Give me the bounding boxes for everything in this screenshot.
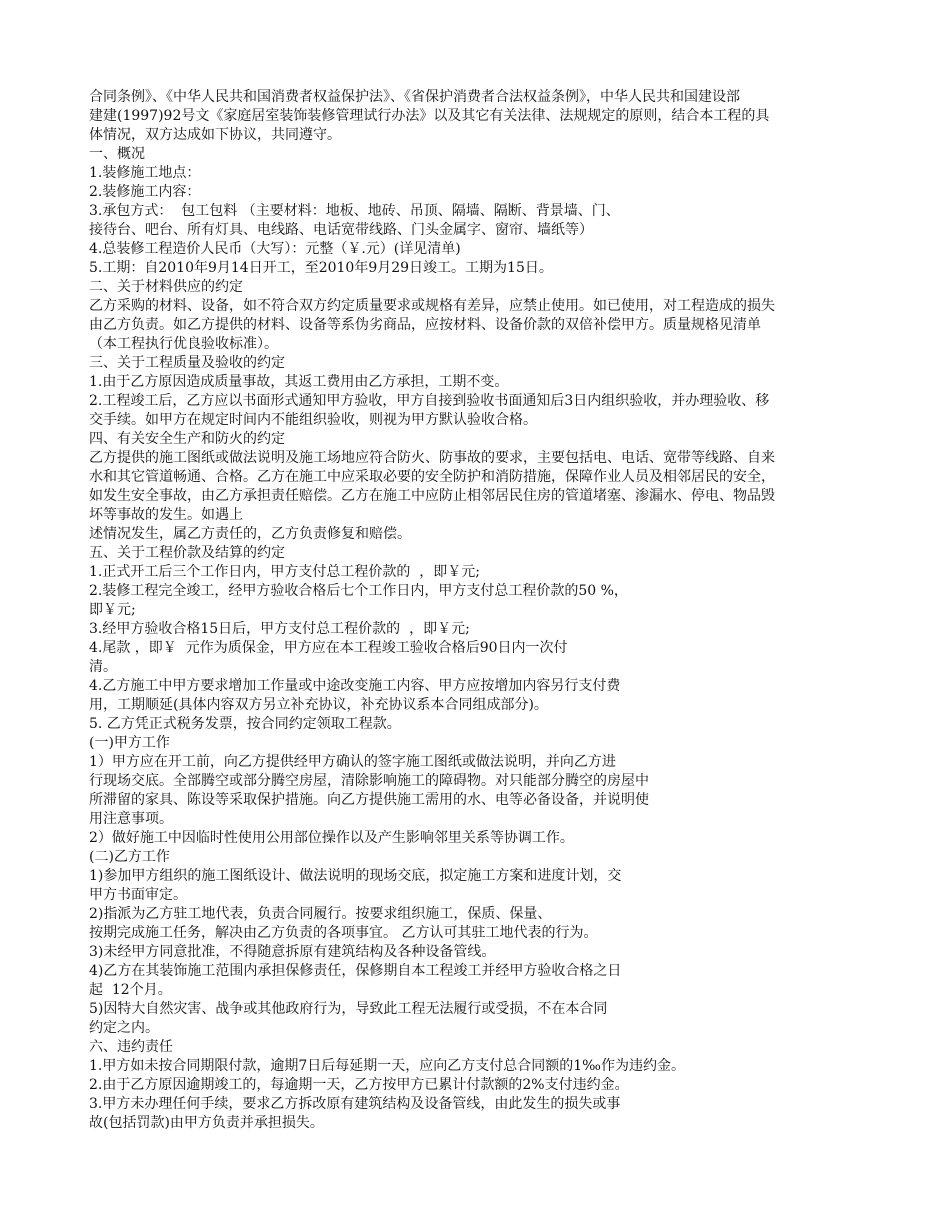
paragraph-line: （本工程执行优良验收标准）。 [89, 336, 278, 352]
list-item-continuation: 约定之内。 [89, 1020, 159, 1036]
list-item: 1.由于乙方原因造成质量事故，其返工费用由乙方承担，工期不变。 [89, 374, 509, 390]
subsection-heading-party-a: (一)甲方工作 [89, 735, 170, 751]
list-item: 5.工期：自2010年9月14日开工，至2010年9月29日竣工。工期为15日。 [89, 260, 553, 276]
paragraph-line: 合同条例》、《中华人民共和国消费者权益保护法》、《省保护消费者合法权益条例》，中华人民共和国建设部 [89, 89, 740, 105]
list-item-continuation: 即￥元; [89, 602, 136, 618]
paragraph-line: 建建(1997)92号文《家庭居室装饰装修管理试行办法》以及其它有关法律、法规规定的原则，结合本工程的具 [89, 108, 770, 124]
list-item-continuation: 接待台、吧台、所有灯具、电线路、电话宽带线路、门头金属字、窗帘、墙纸等） [89, 222, 593, 238]
section-heading-quality: 三、关于工程质量及验收的约定 [89, 355, 285, 371]
paragraph-line: 坏等事故的发生。如遇上 [89, 507, 243, 523]
paragraph-line: 体情况，双方达成如下协议，共同遵守。 [89, 127, 341, 143]
list-item: 2.工程竣工后，乙方应以书面形式通知甲方验收，甲方自接到验收书面通知后3日内组织验收，并办理验收、移 [89, 393, 770, 409]
list-item-continuation: 起 12个月。 [89, 982, 172, 998]
list-item-continuation: 按期完成施工任务，解决由乙方负责的各项事宜。 乙方认可其驻工地代表的行为。 [89, 925, 598, 941]
list-item: 3)未经甲方同意批准，不得随意拆原有建筑结构及各种设备管线。 [89, 944, 496, 960]
list-item: 2.装修施工内容： [89, 184, 201, 200]
list-item: 3.承包方式： 包工包料 （主要材料：地板、地砖、吊顶、隔墙、隔断、背景墙、门、 [89, 203, 620, 219]
list-item: 2.由于乙方原因逾期竣工的，每逾期一天，乙方按甲方已累计付款额的2%支付违约金。 [89, 1077, 629, 1093]
list-item-continuation: 交手续。如甲方在规定时间内不能组织验收，则视为甲方默认验收合格。 [89, 412, 537, 428]
list-item: 1.正式开工后三个工作日内，甲方支付总工程价款的 ，即￥元; [89, 564, 480, 580]
section-heading-materials: 二、关于材料供应的约定 [89, 279, 243, 295]
paragraph-line: 由乙方负责。如乙方提供的材料、设备等系伪劣商品，应按材料、设备价款的双倍补偿甲方。质量规格见清单 [89, 317, 761, 333]
list-item: 2)指派为乙方驻工地代表，负责合同履行。按要求组织施工，保质、保量、 [89, 906, 552, 922]
list-item-continuation: 用注意事项。 [89, 811, 173, 827]
section-heading-safety: 四、有关安全生产和防火的约定 [89, 431, 285, 447]
paragraph-line: 述情况发生，属乙方责任的，乙方负责修复和赔偿。 [89, 526, 411, 542]
list-item: 3.经甲方验收合格15日后，甲方支付总工程价款的 ，即￥元; [89, 621, 470, 637]
paragraph-line: 如发生安全事故，由乙方承担责任赔偿。乙方在施工中应防止相邻居民住房的管道堵塞、渗漏水、停电、物品毁 [89, 488, 775, 504]
list-item-continuation: 故(包括罚款)由甲方负责并承担损失。 [89, 1115, 324, 1131]
list-item-continuation: 行现场交底。全部腾空或部分腾空房屋，清除影响施工的障碍物。对只能部分腾空的房屋中 [89, 773, 649, 789]
list-item: 1）甲方应在开工前，向乙方提供经甲方确认的签字施工图纸或做法说明，并向乙方进 [89, 754, 616, 770]
list-item: 2.装修工程完全竣工，经甲方验收合格后七个工作日内，甲方支付总工程价款的50 %， [89, 583, 628, 599]
list-item: 1)参加甲方组织的施工图纸设计、做法说明的现场交底，拟定施工方案和进度计划，交 [89, 868, 622, 884]
list-item: 4.总装修工程造价人民币（大写）：元整（￥.元）(详见清单) [89, 241, 461, 257]
section-heading-payment: 五、关于工程价款及结算的约定 [89, 545, 285, 561]
list-item: 1.装修施工地点： [89, 165, 201, 181]
list-item: 4.乙方施工中甲方要求增加工作量或中途改变施工内容、甲方应按增加内容另行支付费 [89, 678, 621, 694]
subsection-heading-party-b: (二)乙方工作 [89, 849, 170, 865]
paragraph-line: 水和其它管道畅通、合格。乙方在施工中应采取必要的安全防护和消防措施，保障作业人员及相邻居民的安全， [89, 469, 775, 485]
list-item: 2）做好施工中因临时性使用公用部位操作以及产生影响邻里关系等协调工作。 [89, 830, 574, 846]
list-item: 5. 乙方凭正式税务发票，按合同约定领取工程款。 [89, 716, 401, 732]
list-item: 4)乙方在其装饰施工范围内承担保修责任，保修期自本工程竣工并经甲方验收合格之日 [89, 963, 622, 979]
list-item: 4.尾款 ，即￥ 元作为质保金，甲方应在本工程竣工验收合格后90日内一次付 [89, 640, 568, 656]
paragraph-line: 乙方采购的材料、设备，如不符合双方约定质量要求或规格有差异，应禁止使用。如已使用，对工程造成的损失 [89, 298, 775, 314]
list-item-continuation: 清。 [89, 659, 117, 675]
list-item: 1.甲方如未按合同期限付款，逾期7日后每延期一天，应向乙方支付总合同额的1‰作为违约金。 [89, 1058, 685, 1074]
list-item: 5)因特大自然灾害、战争或其他政府行为，导致此工程无法履行或受损，不在本合同 [89, 1001, 608, 1017]
paragraph-line: 乙方提供的施工图纸或做法说明及施工场地应符合防火、防事故的要求，主要包括电、电话、宽带等线路、自来 [89, 450, 775, 466]
contract-document [89, 88, 859, 1133]
section-heading-breach: 六、违约责任 [89, 1039, 173, 1055]
list-item: 3.甲方未办理任何手续，要求乙方拆改原有建筑结构及设备管线，由此发生的损失或事 [89, 1096, 621, 1112]
list-item-continuation: 甲方书面审定。 [89, 887, 187, 903]
list-item-continuation: 用，工期顺延(具体内容双方另立补充协议，补充协议系本合同组成部分)。 [89, 697, 548, 713]
section-heading-overview: 一、概况 [89, 146, 145, 162]
list-item-continuation: 所滞留的家具、陈设等采取保护措施。向乙方提供施工需用的水、电等必备设备，并说明使 [89, 792, 649, 808]
